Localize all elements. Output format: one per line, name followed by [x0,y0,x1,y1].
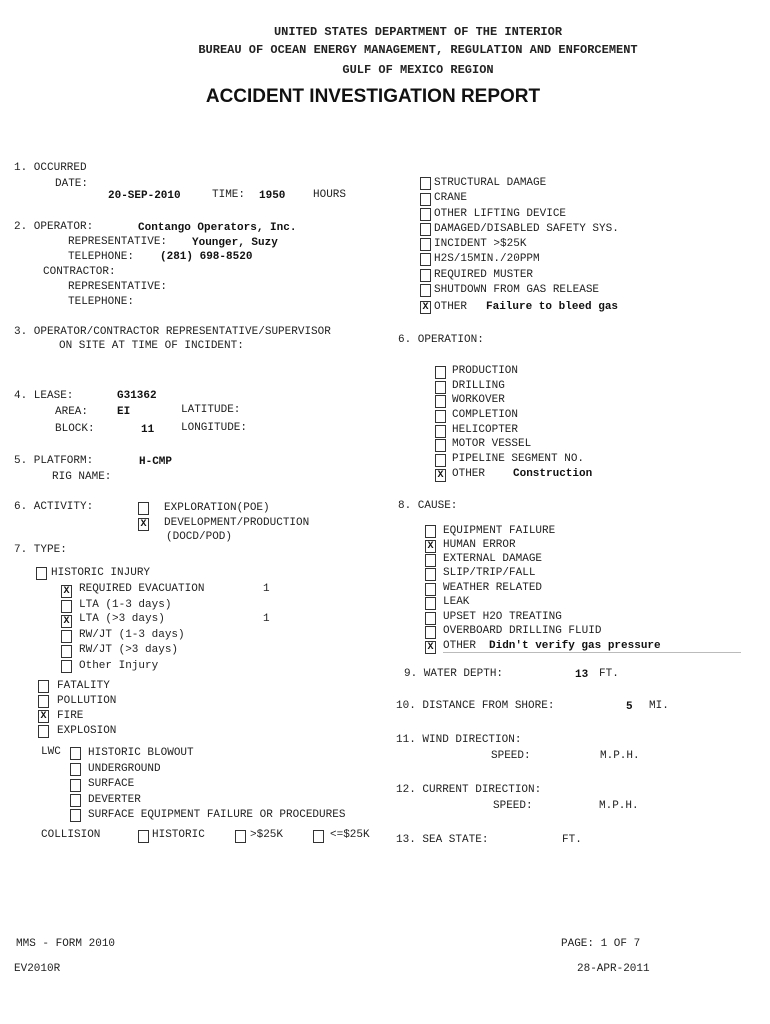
completion-checkbox[interactable] [435,410,446,423]
cause-other-value: Didn't verify gas pressure [489,640,661,652]
area-value: EI [117,406,131,418]
cause-other-checkbox[interactable]: X [425,641,436,654]
sea-state-unit: FT. [562,834,582,846]
telephone-value: (281) 698-8520 [160,251,253,263]
exploration-checkbox[interactable] [138,502,149,515]
current-speed-unit: M.P.H. [599,800,639,812]
motor-vessel-checkbox[interactable] [435,439,446,452]
helicopter-checkbox[interactable] [435,425,446,438]
other-lifting-checkbox[interactable] [420,208,431,221]
workover-checkbox[interactable] [435,395,446,408]
equipment-failure-checkbox[interactable] [425,525,436,538]
collision-over-25k-checkbox[interactable] [235,830,246,843]
surface-equipment-checkbox[interactable] [70,809,81,822]
fire-label: FIRE [57,710,84,722]
time-label: TIME: [212,189,246,201]
block-label: BLOCK: [55,423,95,435]
pipeline-label: PIPELINE SEGMENT NO. [452,453,585,465]
wind-speed-unit: M.P.H. [600,750,640,762]
report-title: ACCIDENT INVESTIGATION REPORT [205,86,541,107]
fatality-checkbox[interactable] [38,680,49,693]
damaged-safety-label: DAMAGED/DISABLED SAFETY SYS. [434,223,619,235]
longitude-label: LONGITUDE: [181,422,248,434]
water-depth-label: 9. WATER DEPTH: [404,668,504,680]
lease-label: 4. LEASE: [14,390,74,402]
shutdown-label: SHUTDOWN FROM GAS RELEASE [434,284,600,296]
slip-trip-checkbox[interactable] [425,568,436,581]
header-region: GULF OF MEXICO REGION [342,63,494,77]
distance-shore-unit: MI. [649,700,669,712]
deverter-checkbox[interactable] [70,794,81,807]
development-checkbox[interactable]: X [138,518,149,531]
type-label: 7. TYPE: [14,544,67,556]
external-damage-checkbox[interactable] [425,554,436,567]
type-other-label: OTHER [434,301,468,313]
header-department: UNITED STATES DEPARTMENT OF THE INTERIOR [273,25,563,39]
structural-damage-checkbox[interactable] [420,177,431,190]
type-other-value: Failure to bleed gas [486,301,619,313]
h2s-checkbox[interactable] [420,253,431,266]
structural-damage-label: STRUCTURAL DAMAGE [434,177,547,189]
equipment-failure-label: EQUIPMENT FAILURE [443,525,556,537]
type-other-checkbox[interactable]: X [420,301,431,314]
representative-label: REPRESENTATIVE: [68,236,168,248]
current-direction-label: 12. CURRENT DIRECTION: [396,784,542,796]
crane-checkbox[interactable] [420,193,431,206]
lta-1-3-label: LTA (1-3 days) [79,599,172,611]
historic-injury-checkbox[interactable] [36,567,47,580]
distance-shore-label: 10. DISTANCE FROM SHORE: [396,700,555,712]
collision-under-25k-checkbox[interactable] [313,830,324,843]
time-value: 1950 [259,190,286,202]
rwjt-1-3-label: RW/JT (1-3 days) [79,629,185,641]
rwjt-over-3-label: RW/JT (>3 days) [79,644,179,656]
other-injury-label: Other Injury [79,660,159,672]
pollution-checkbox[interactable] [38,695,49,708]
required-evacuation-label: REQUIRED EVACUATION [79,583,205,595]
page-number: PAGE: 1 OF 7 [561,938,641,950]
external-damage-label: EXTERNAL DAMAGE [443,553,543,565]
platform-value: H-CMP [139,456,173,468]
telephone-label: TELEPHONE: [68,251,135,263]
supervisor-label: 3. OPERATOR/CONTRACTOR REPRESENTATIVE/SUPERVISOR [14,326,331,338]
explosion-label: EXPLOSION [57,725,117,737]
collision-historic-checkbox[interactable] [138,830,149,843]
wind-direction-label: 11. WIND DIRECTION: [396,734,522,746]
operation-label: 6. OPERATION: [398,334,484,346]
development-label: DEVELOPMENT/PRODUCTION [164,517,310,529]
surface-checkbox[interactable] [70,779,81,792]
h2s-label: H2S/15MIN./20PPM [434,253,540,265]
date-value: 20-SEP-2010 [108,190,181,202]
upset-h2o-label: UPSET H2O TREATING [443,611,562,623]
report-date: 28-APR-2011 [577,963,650,975]
lta-over-3-count: 1 [263,613,270,625]
operation-other-value: Construction [513,468,593,480]
occurred-label: 1. OCCURRED [14,162,87,174]
deverter-label: DEVERTER [88,794,141,806]
latitude-label: LATITUDE: [181,404,241,416]
report-code: EV2010R [14,963,61,975]
water-depth-unit: FT. [599,668,619,680]
rwjt-1-3-checkbox[interactable] [61,630,72,643]
sea-state-label: 13. SEA STATE: [396,834,489,846]
exploration-label: EXPLORATION(POE) [164,502,270,514]
workover-label: WORKOVER [452,394,505,406]
block-value: 11 [141,424,155,436]
platform-label: 5. PLATFORM: [14,455,94,467]
distance-shore-value: 5 [626,701,633,713]
contractor-label: CONTRACTOR: [43,266,116,278]
docd-label: (DOCD/POD) [166,531,233,543]
lease-value: G31362 [117,390,157,402]
lwc-label: LWC [41,746,61,758]
leak-label: LEAK [443,596,470,608]
operation-other-label: OTHER [452,468,486,480]
surface-equipment-label: SURFACE EQUIPMENT FAILURE OR PROCEDURES [88,809,346,821]
slip-trip-label: SLIP/TRIP/FALL [443,567,536,579]
incident-25k-label: INCIDENT >$25K [434,238,527,250]
collision-over-25k-label: >$25K [250,829,284,841]
weather-checkbox[interactable] [425,583,436,596]
incident-25k-checkbox[interactable] [420,238,431,251]
cause-other-underline [443,652,741,653]
production-label: PRODUCTION [452,365,519,377]
form-number: MMS - FORM 2010 [16,938,116,950]
lta-1-3-checkbox[interactable] [61,600,72,613]
pollution-label: POLLUTION [57,695,117,707]
cause-label: 8. CAUSE: [398,500,458,512]
drilling-label: DRILLING [452,380,505,392]
operator-label: 2. OPERATOR: [14,221,94,233]
drilling-checkbox[interactable] [435,381,446,394]
supervisor-label-2: ON SITE AT TIME OF INCIDENT: [59,340,244,352]
hours-label: HOURS [313,189,347,201]
header-bureau: BUREAU OF OCEAN ENERGY MANAGEMENT, REGULATION AND ENFORCEMENT [198,43,638,57]
overboard-checkbox[interactable] [425,626,436,639]
pipeline-checkbox[interactable] [435,454,446,467]
crane-label: CRANE [434,192,468,204]
completion-label: COMPLETION [452,409,519,421]
date-label: DATE: [55,178,89,190]
representative-value: Younger, Suzy [192,237,278,249]
surface-label: SURFACE [88,778,135,790]
required-evacuation-count: 1 [263,583,270,595]
production-checkbox[interactable] [435,366,446,379]
water-depth-value: 13 [575,669,589,681]
historic-blowout-checkbox[interactable] [70,747,81,760]
collision-historic-label: HISTORIC [152,829,205,841]
contractor-telephone-label: TELEPHONE: [68,296,135,308]
operation-other-checkbox[interactable]: X [435,469,446,482]
historic-injury-label: HISTORIC INJURY [51,567,151,579]
historic-blowout-label: HISTORIC BLOWOUT [88,747,194,759]
area-label: AREA: [55,406,89,418]
upset-h2o-checkbox[interactable] [425,612,436,625]
human-error-label: HUMAN ERROR [443,539,516,551]
operator-value: Contango Operators, Inc. [138,222,297,234]
other-injury-checkbox[interactable] [61,660,72,673]
current-speed-label: SPEED: [493,800,533,812]
contractor-representative-label: REPRESENTATIVE: [68,281,168,293]
collision-label: COLLISION [41,829,101,841]
shutdown-checkbox[interactable] [420,284,431,297]
underground-checkbox[interactable] [70,763,81,776]
other-lifting-label: OTHER LIFTING DEVICE [434,208,567,220]
human-error-checkbox[interactable]: X [425,540,436,553]
rig-name-label: RIG NAME: [52,471,112,483]
required-evacuation-checkbox[interactable]: X [61,585,72,598]
rwjt-over-3-checkbox[interactable] [61,645,72,658]
motor-vessel-label: MOTOR VESSEL [452,438,532,450]
cause-other-label: OTHER [443,640,477,652]
fatality-label: FATALITY [57,680,110,692]
activity-label: 6. ACTIVITY: [14,501,94,513]
underground-label: UNDERGROUND [88,763,161,775]
wind-speed-label: SPEED: [491,750,531,762]
weather-label: WEATHER RELATED [443,582,543,594]
leak-checkbox[interactable] [425,597,436,610]
lta-over-3-label: LTA (>3 days) [79,613,165,625]
overboard-label: OVERBOARD DRILLING FLUID [443,625,602,637]
collision-under-25k-label: <=$25K [330,829,370,841]
fire-checkbox[interactable]: X [38,710,49,723]
required-muster-checkbox[interactable] [420,269,431,282]
lta-over-3-checkbox[interactable]: X [61,615,72,628]
explosion-checkbox[interactable] [38,725,49,738]
helicopter-label: HELICOPTER [452,424,519,436]
damaged-safety-checkbox[interactable] [420,223,431,236]
required-muster-label: REQUIRED MUSTER [434,269,534,281]
